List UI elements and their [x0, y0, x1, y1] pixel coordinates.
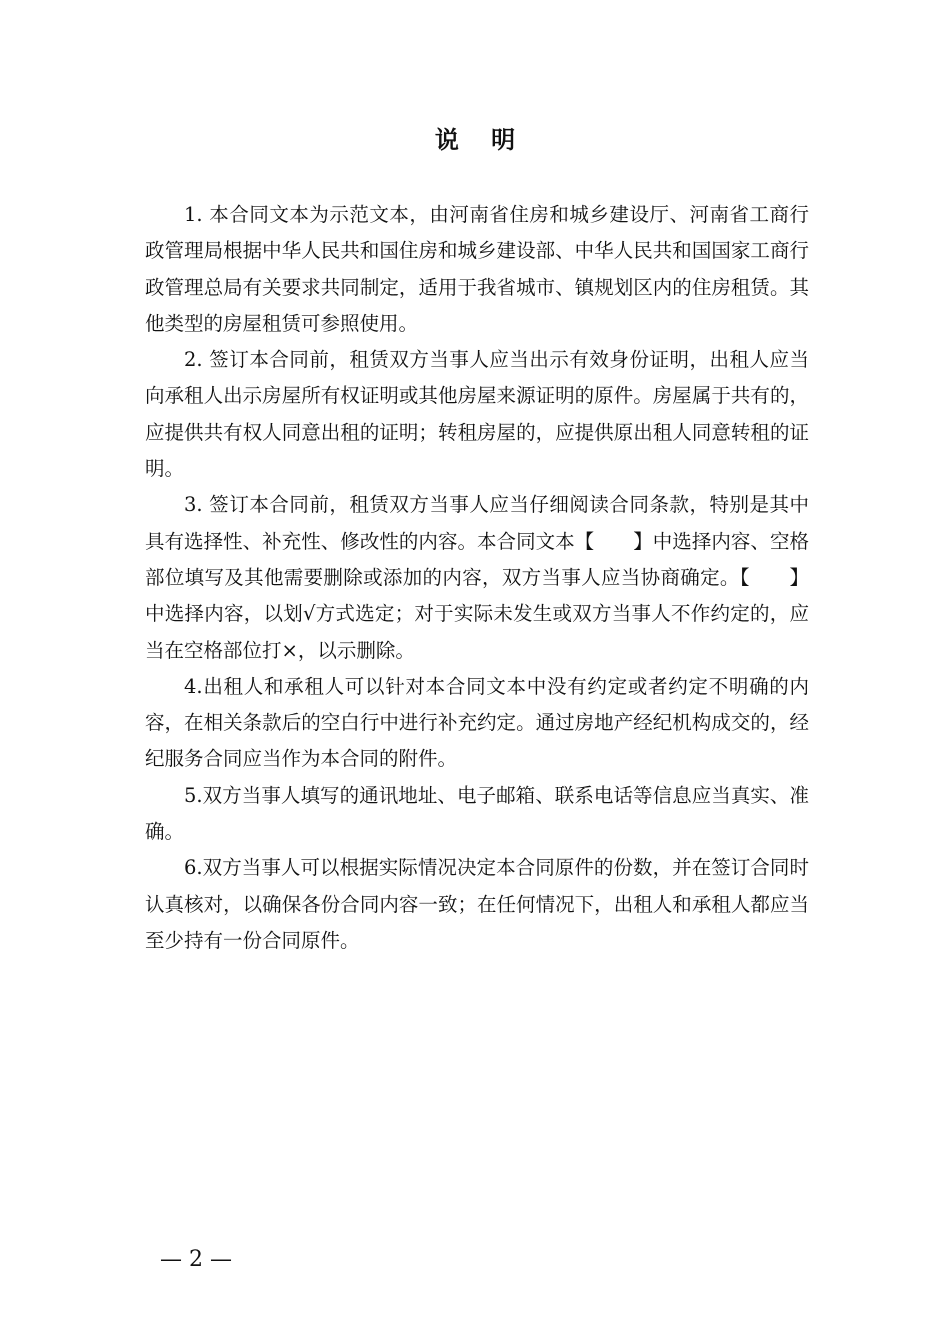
paragraph-6: 6.双方当事人可以根据实际情况决定本合同原件的份数，并在签订合同时认真核对，以确保各份合同内容一致；在任何情况下，出租人和承租人都应当至少持有一份合同原件。: [145, 856, 809, 952]
paragraph-1: 1. 本合同文本为示范文本，由河南省住房和城乡建设厅、河南省工商行政管理局根据中华人民共和国住房和城乡建设部、中华人民共和国国家工商行政管理总局有关要求共同制定，适用于我省城市、镇规划区内的住房租赁。其他类型的房屋租赁可参照使用。: [145, 203, 809, 335]
instructions-body: [145, 197, 809, 959]
paragraph-3: 3. 签订本合同前，租赁双方当事人应当仔细阅读合同条款，特别是其中具有选择性、补充性、修改性的内容。本合同文本【 】中选择内容、空格部位填写及其他需要删除或添加的内容，双方当事人应当协商确定。【 】中选择内容，以划√方式选定；对于实际未发生或双方当事人不作约定的，应当在空格部位打×，以示删除。: [145, 493, 809, 662]
page-number: — 2 —: [160, 1247, 232, 1272]
paragraph-2: 2. 签订本合同前，租赁双方当事人应当出示有效身份证明，出租人应当向承租人出示房屋所有权证明或其他房屋来源证明的原件。房屋属于共有的，应提供共有权人同意出租的证明；转租房屋的，应提供原出租人同意转租的证明。: [145, 348, 809, 481]
paragraph-4: 4.出租人和承租人可以针对本合同文本中没有约定或者约定不明确的内容，在相关条款后的空白行中进行补充约定。通过房地产经纪机构成交的，经纪服务合同应当作为本合同的附件。: [145, 674, 809, 771]
page-title: 说 明: [434, 125, 528, 154]
paragraph-5: 5.双方当事人填写的通讯地址、电子邮箱、联系电话等信息应当真实、准确。: [145, 783, 809, 844]
